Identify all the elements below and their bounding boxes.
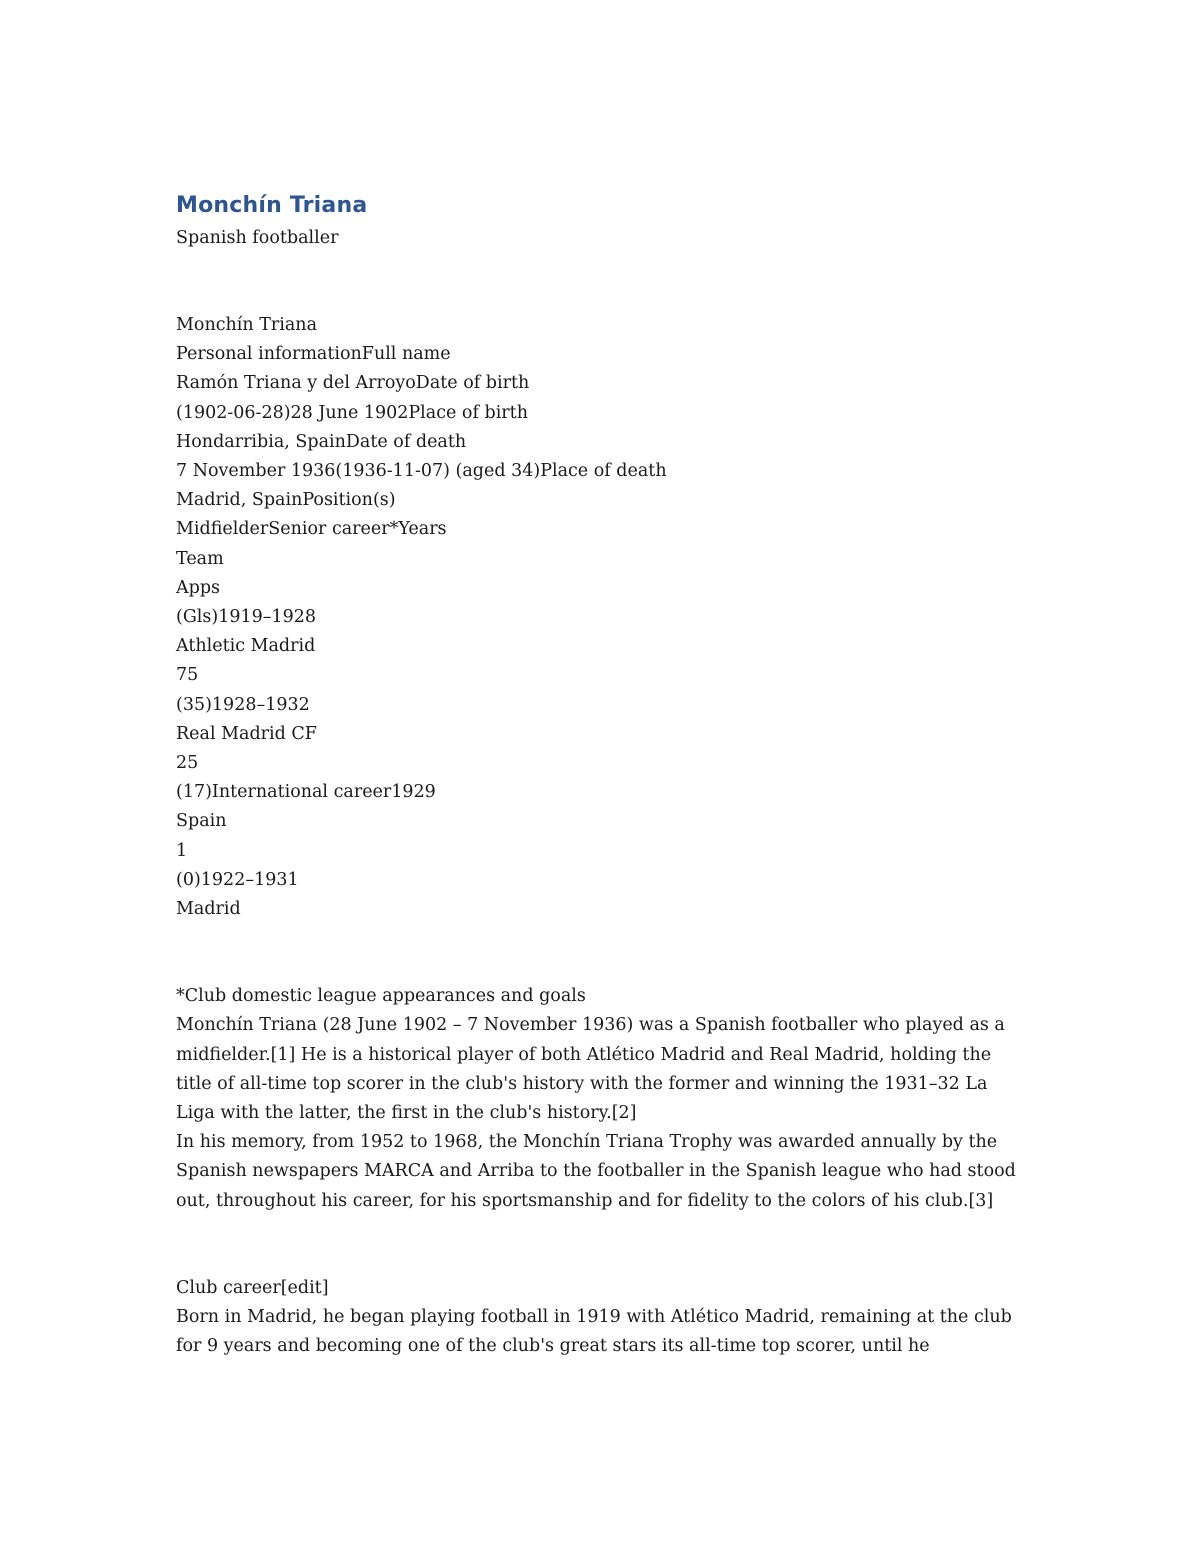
document-body [176, 188, 1036, 1362]
infobox-line: Athletic Madrid [176, 636, 316, 657]
infobox-line: 1 [176, 840, 188, 861]
infobox-line: (35)1928–1932 [176, 694, 310, 715]
infobox-line: 25 [176, 753, 199, 774]
infobox-line: Hondarribia, SpainDate of death [176, 431, 467, 452]
infobox-line: Madrid, SpainPosition(s) [176, 490, 396, 511]
infobox-line: (0)1922–1931 [176, 869, 299, 890]
infobox-line: (Gls)1919–1928 [176, 607, 317, 628]
infobox [176, 311, 1036, 924]
infobox-line: Madrid [176, 899, 241, 920]
infobox-line: MidfielderSenior career*Years [176, 519, 447, 540]
infobox-line: (17)International career1929 [176, 782, 436, 803]
page-subtitle: Spanish footballer [176, 228, 339, 248]
spacer [176, 924, 1036, 982]
spacer [176, 1216, 1036, 1274]
infobox-line: Ramón Triana y del ArroyoDate of birth [176, 373, 530, 394]
infobox-line: 75 [176, 665, 199, 686]
infobox-footnote: *Club domestic league appearances and goals [176, 986, 586, 1007]
section-heading-club-career: Club career[edit] [176, 1277, 329, 1298]
infobox-line: Real Madrid CF [176, 723, 317, 744]
infobox-line: Monchín Triana [176, 315, 317, 335]
spacer [176, 253, 1036, 311]
infobox-line: (1902-06-28)28 June 1902Place of birth [176, 402, 528, 423]
infobox-line: Apps [176, 577, 221, 598]
page-title: Monchín Triana [176, 193, 368, 218]
infobox-line: Spain [176, 811, 227, 832]
infobox-line: Team [176, 548, 224, 569]
club-career-paragraph: Born in Madrid, he began playing football in 1919 with Atlético Madrid, remaining at the club for 9 years and becoming one of the club's great stars its all-time top scorer, until he [176, 1307, 1012, 1357]
infobox-line: Personal informationFull name [176, 344, 451, 365]
memory-paragraph: In his memory, from 1952 to 1968, the Monchín Triana Trophy was awarded annually by the Spanish newspapers MARCA and Arriba to the footballer in the Spanish league who had stood out, throughout his career, for his sportsmanship and for fidelity to the colors of his club.[3] [176, 1132, 1016, 1211]
infobox-line: 7 November 1936(1936-11-07) (aged 34)Place of death [176, 461, 667, 482]
intro-paragraph: Monchín Triana (28 June 1902 – 7 November 1936) was a Spanish footballer who played as a midfielder.[1] He is a historical player of both Atlético Madrid and Real Madrid, holding the title of all-time top scorer in the club's history with the former and winning the 1931–32 La Liga with the latter, the first in the club's history.[2] [176, 1015, 1005, 1124]
